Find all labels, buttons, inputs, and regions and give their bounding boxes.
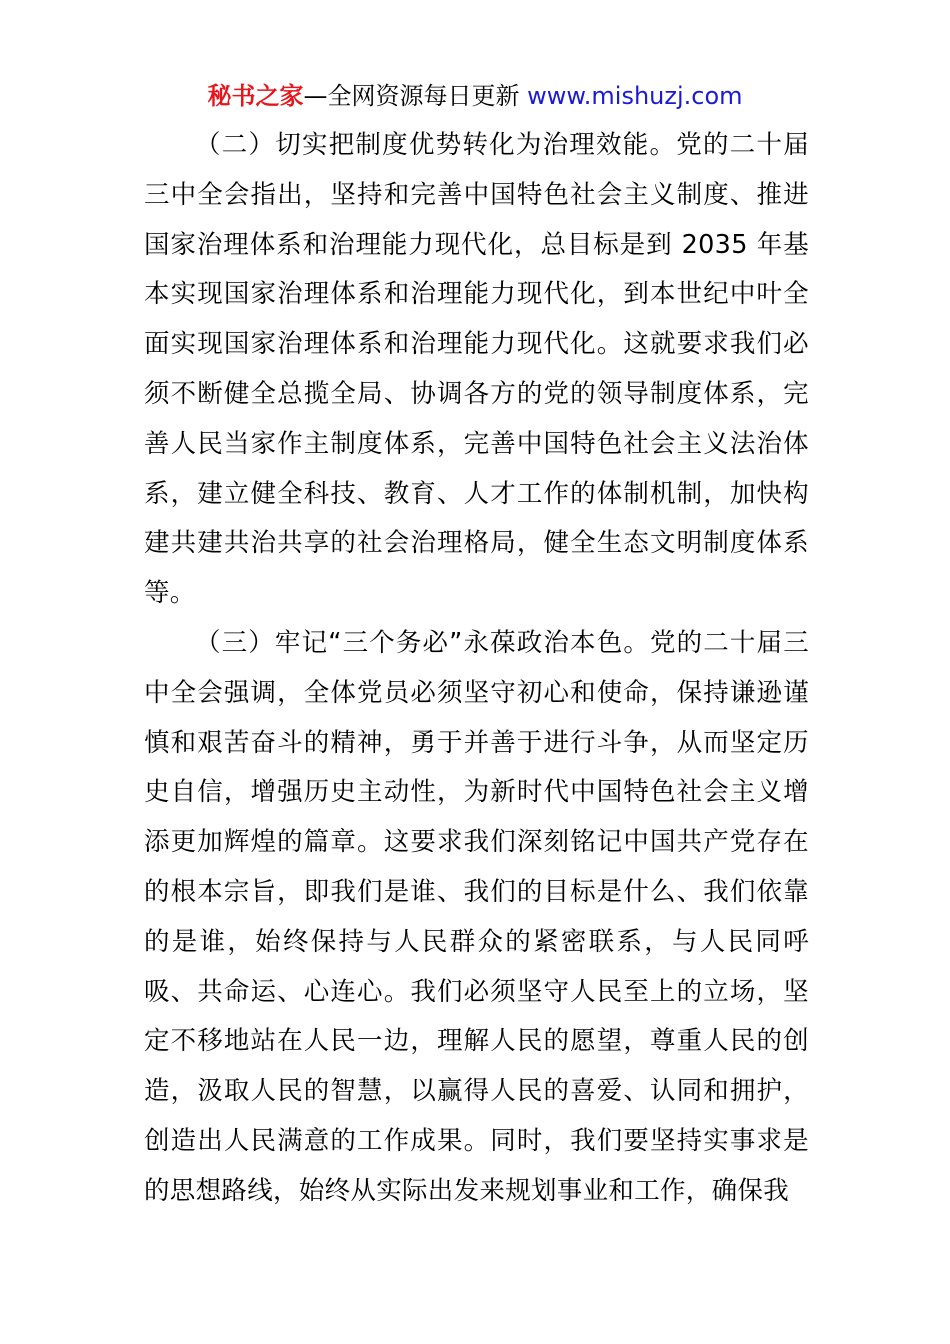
site-tagline: —全网资源每日更新 <box>303 82 528 110</box>
document-body <box>144 121 809 1217</box>
paragraph-institutional-advantage: （二）切实把制度优势转化为治理效能。党的二十届三中全会指出，坚持和完善中国特色社会主义制度、推进国家治理体系和治理能力现代化，总目标是到 2035 年基本实现国家治理体系和治理能力现代化，到本世纪中叶全面实现国家治理体系和治理能力现代化。这就要求我们必须不断健全总揽全局、协调各方的党的领导制度体系，完善人民当家作主制度体系，完善中国特色社会主义法治体系，建立健全科技、教育、人才工作的体制机制，加快构建共建共治共享的社会治理格局，健全生态文明制度体系等。 <box>144 130 809 609</box>
site-brand: 秘书之家 <box>207 82 304 110</box>
site-url[interactable]: www.mishuzj.com <box>527 82 743 110</box>
page-header <box>0 80 950 112</box>
paragraph-three-musts: （三）牢记“三个务必”永葆政治本色。党的二十届三中全会强调，全体党员必须坚守初心和使命，保持谦逊谨慎和艰苦奋斗的精神，勇于并善于进行斗争，从而坚定历史自信，增强历史主动性，为新时代中国特色社会主义增添更加辉煌的篇章。这要求我们深刻铭记中国共产党存在的根本宗旨，即我们是谁、我们的目标是什么、我们依靠的是谁，始终保持与人民群众的紧密联系，与人民同呼吸、共命运、心连心。我们必须坚守人民至上的立场，坚定不移地站在人民一边，理解人民的愿望，尊重人民的创造，汲取人民的智慧，以赢得人民的喜爱、认同和拥护，创造出人民满意的工作成果。同时，我们要坚持实事求是的思想路线，始终从实际出发来规划事业和工作，确保我 <box>144 627 809 1206</box>
